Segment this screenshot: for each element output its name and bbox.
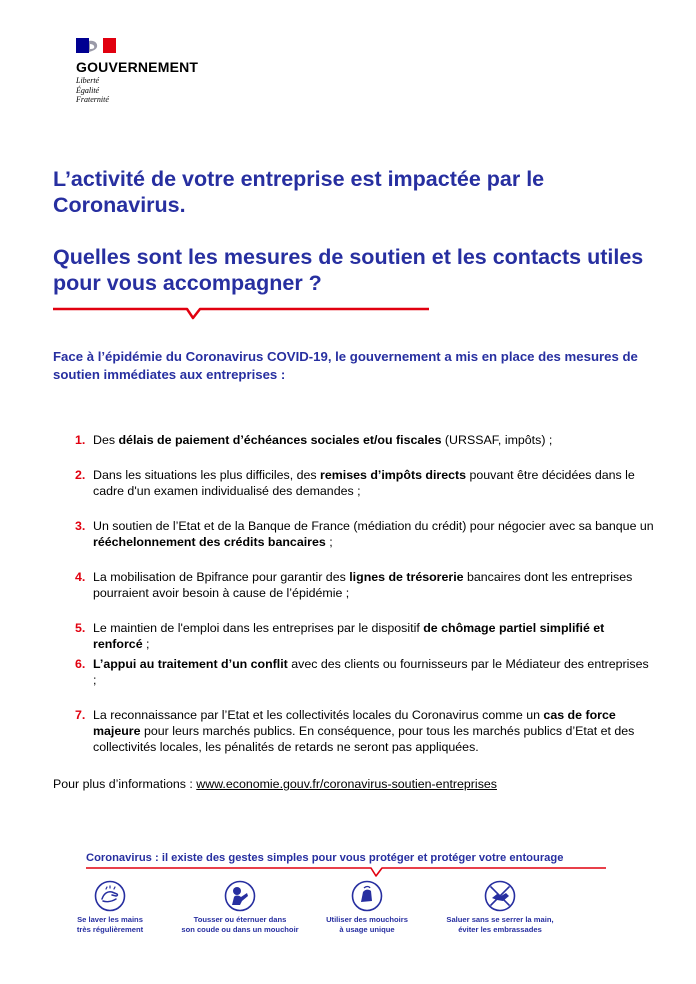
intro-text: Face à l’épidémie du Coronavirus COVID-19, le gouvernement a mis en place des mesures de soutien immédiates aux entreprises : (53, 349, 638, 382)
measure-text-end: bancaires dont les entreprises pourraient avoir besoin à cause de l’épidémie ; (93, 570, 633, 600)
measures-list (75, 432, 655, 755)
gesture-hand-washing (50, 880, 170, 934)
measure-item (75, 707, 655, 755)
measure-highlight: L’appui au traitement d’un conflit (93, 657, 288, 671)
gesture-caption (180, 915, 300, 934)
no-handshake-icon (484, 880, 516, 912)
measure-item (75, 569, 655, 601)
measure-text: Un soutien de l’Etat et de la Banque de France (médiation du crédit) pour négocier avec sa banque un (93, 519, 654, 533)
hand-washing-icon (94, 880, 126, 912)
gesture-caption-line2: éviter les embrassades (458, 924, 542, 934)
cough-elbow-icon (224, 880, 256, 912)
measure-highlight: cas de force majeure (93, 708, 616, 738)
sub-title: Quelles sont les mesures de soutien et les contacts utiles pour vous accompagner ? (53, 245, 644, 295)
motto (76, 76, 109, 105)
measure-text-end: pour leurs marchés publics. En conséquence, pour tous les marchés publics d’Etat et des collectivités locales, les pénalités de retards ne seront pas appliquées. (93, 724, 635, 754)
more-info (53, 777, 497, 791)
measure-number: 4. (75, 570, 86, 584)
measure-text: Le maintien de l'emploi dans les entreprises par le dispositif (93, 621, 424, 635)
more-info-link[interactable]: www.economie.gouv.fr/coronavirus-soutien-entreprises (196, 777, 497, 791)
measure-number: 1. (75, 433, 86, 447)
motto-egalite: Égalité (76, 85, 100, 95)
banner-title: Coronavirus : il existe des gestes simples pour vous protéger et protéger votre entourage (86, 852, 564, 864)
measure-item (75, 620, 655, 652)
gesture-caption-line1: Utiliser des mouchoirs (326, 915, 408, 924)
gesture-caption-line2: à usage unique (339, 924, 395, 934)
measure-text-end: ; (325, 535, 333, 549)
measure-text: La reconnaissance par l’Etat et les collectivités locales du Coronavirus comme un (93, 708, 544, 722)
gesture-caption-line2: son coude ou dans un mouchoir (181, 924, 299, 934)
measure-text: Des (93, 433, 119, 447)
measure-number: 2. (75, 468, 86, 482)
measure-highlight: rééchelonnement des crédits bancaires (93, 535, 326, 549)
main-title: L’activité de votre entreprise est impactée par le Coronavirus. (53, 167, 545, 217)
gesture-caption-line1: Se laver les mains (77, 915, 143, 924)
gesture-no-handshake (440, 880, 560, 934)
measure-highlight: délais de paiement d’échéances sociales et/ou fiscales (118, 433, 442, 447)
measure-number: 3. (75, 519, 86, 533)
gesture-caption-line1: Tousser ou éternuer dans (193, 915, 287, 924)
more-info-label: Pour plus d’informations : (53, 777, 197, 791)
measure-text-end: (URSSAF, impôts) ; (441, 433, 553, 447)
gesture-caption (50, 915, 170, 934)
government-logo (76, 38, 116, 53)
gesture-cough-elbow (180, 880, 300, 934)
measure-item (75, 467, 655, 499)
measure-number: 5. (75, 621, 86, 635)
speech-bubble-underline (53, 305, 433, 321)
measure-number: 6. (75, 657, 86, 671)
measure-highlight: remises d’impôts directs (320, 468, 467, 482)
measure-highlight: de chômage partiel simplifié et renforcé (93, 621, 605, 651)
tissue-icon (351, 880, 383, 912)
measure-item (75, 656, 655, 688)
measure-text-end: pouvant être décidées dans le cadre d'un examen individualisé des demandes ; (93, 468, 635, 498)
gesture-tissue (307, 880, 427, 934)
gestures-banner (76, 852, 611, 952)
measure-highlight: lignes de trésorerie (349, 570, 464, 584)
measure-text: La mobilisation de Bpifrance pour garantir des (93, 570, 350, 584)
gesture-caption-line2: très régulièrement (76, 924, 144, 934)
gesture-caption (307, 915, 427, 934)
gesture-caption (440, 915, 560, 934)
marianne-flag-icon (76, 38, 116, 53)
gesture-caption-line1: Saluer sans se serrer la main, (446, 915, 554, 924)
banner-underline (86, 866, 611, 878)
measure-text: Dans les situations les plus difficiles, des (93, 468, 321, 482)
measure-item (75, 432, 655, 448)
measure-text-end: ; (142, 637, 150, 651)
motto-liberte: Liberté (76, 76, 100, 85)
measure-item (75, 518, 655, 550)
government-name: GOUVERNEMENT (76, 59, 199, 75)
motto-fraternite: Fraternité (76, 95, 109, 104)
measure-text-end: avec des clients ou fournisseurs par le Médiateur des entreprises ; (93, 657, 649, 687)
measure-number: 7. (75, 708, 86, 722)
